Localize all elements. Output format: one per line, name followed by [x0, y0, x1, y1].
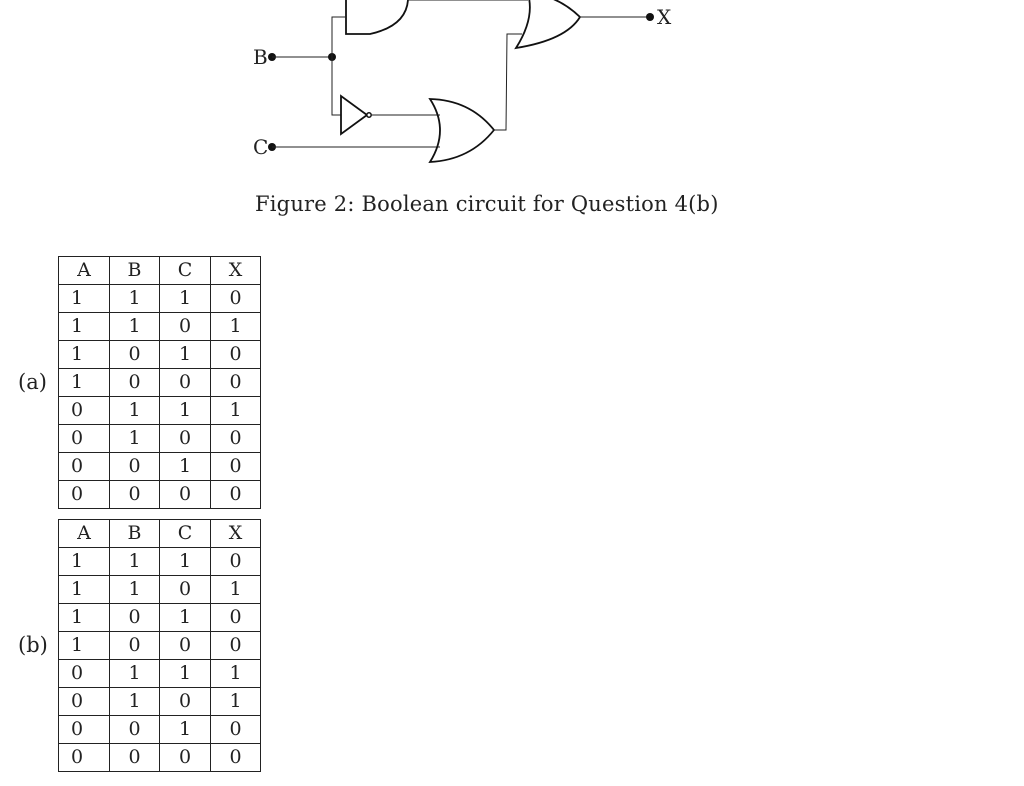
cell: 0: [160, 313, 211, 341]
table-row: [59, 453, 261, 481]
cell: 1: [59, 604, 110, 632]
cell: 0: [59, 716, 110, 744]
header-c: C: [160, 520, 211, 548]
header-a: A: [59, 520, 110, 548]
table-row: [59, 576, 261, 604]
table-row: [59, 688, 261, 716]
table-a-label: (a): [18, 370, 47, 394]
cell: 0: [160, 688, 211, 716]
cell: 0: [211, 632, 261, 660]
truth-table-b: [58, 519, 261, 772]
cell: 1: [160, 397, 211, 425]
cell: 0: [110, 453, 160, 481]
cell: 1: [160, 548, 211, 576]
cell: 1: [110, 660, 160, 688]
cell: 1: [160, 341, 211, 369]
cell: 1: [110, 688, 160, 716]
cell: 0: [160, 481, 211, 509]
cell: 1: [110, 313, 160, 341]
wire-b-to-not: [332, 57, 341, 115]
cell: 1: [160, 716, 211, 744]
and-gate: [346, 0, 408, 34]
input-c-label: C: [253, 135, 269, 159]
cell: 0: [59, 397, 110, 425]
table-row: [59, 369, 261, 397]
cell: 0: [160, 369, 211, 397]
cell: 0: [160, 744, 211, 772]
cell: 1: [59, 548, 110, 576]
table-header-row: [59, 257, 261, 285]
cell: 1: [110, 548, 160, 576]
cell: 0: [211, 716, 261, 744]
cell: 0: [110, 632, 160, 660]
cell: 0: [59, 481, 110, 509]
cell: 1: [110, 397, 160, 425]
table-row: [59, 548, 261, 576]
cell: 0: [110, 604, 160, 632]
table-row: [59, 425, 261, 453]
cell: 0: [160, 576, 211, 604]
cell: 1: [160, 453, 211, 481]
cell: 1: [211, 397, 261, 425]
cell: 0: [160, 425, 211, 453]
input-b-label: B: [253, 45, 268, 69]
header-x: X: [211, 257, 261, 285]
cell: 1: [59, 632, 110, 660]
cell: 1: [59, 341, 110, 369]
cell: 0: [110, 481, 160, 509]
header-c: C: [160, 257, 211, 285]
cell: 1: [211, 313, 261, 341]
cell: 1: [211, 688, 261, 716]
table-row: [59, 632, 261, 660]
table-row: [59, 313, 261, 341]
cell: 0: [211, 548, 261, 576]
table-row: [59, 604, 261, 632]
cell: 1: [110, 576, 160, 604]
cell: 0: [211, 341, 261, 369]
cell: 1: [211, 660, 261, 688]
table-row: [59, 744, 261, 772]
figure-caption: Figure 2: Boolean circuit for Question 4(b): [255, 192, 719, 216]
cell: 0: [211, 425, 261, 453]
header-a: A: [59, 257, 110, 285]
cell: 1: [160, 285, 211, 313]
cell: 0: [211, 369, 261, 397]
cell: 0: [160, 632, 211, 660]
header-b: B: [110, 257, 160, 285]
cell: 0: [110, 369, 160, 397]
cell: 0: [211, 481, 261, 509]
cell: 0: [110, 341, 160, 369]
cell: 1: [59, 576, 110, 604]
not-bubble: [367, 113, 371, 117]
cell: 1: [160, 660, 211, 688]
cell: 1: [211, 576, 261, 604]
or-gate: [430, 99, 494, 162]
table-header-row: [59, 520, 261, 548]
cell: 1: [59, 313, 110, 341]
output-x-label: X: [657, 5, 672, 29]
cell: 0: [211, 453, 261, 481]
cell: 0: [211, 285, 261, 313]
cell: 0: [59, 425, 110, 453]
table-row: [59, 716, 261, 744]
cell: 0: [59, 744, 110, 772]
table-row: [59, 481, 261, 509]
header-b: B: [110, 520, 160, 548]
cell: 1: [59, 285, 110, 313]
cell: 0: [59, 453, 110, 481]
cell: 0: [110, 716, 160, 744]
output-x-terminal: [646, 13, 654, 21]
wire-b-to-and: [332, 17, 346, 57]
table-row: [59, 341, 261, 369]
cell: 1: [110, 425, 160, 453]
cell: 1: [59, 369, 110, 397]
truth-table-a: [58, 256, 261, 509]
or-gate-output: [516, 0, 580, 48]
cell: 1: [160, 604, 211, 632]
cell: 0: [110, 744, 160, 772]
header-x: X: [211, 520, 261, 548]
cell: 0: [59, 660, 110, 688]
cell: 1: [110, 285, 160, 313]
cell: 0: [211, 604, 261, 632]
table-b-label: (b): [18, 633, 48, 657]
cell: 0: [211, 744, 261, 772]
table-row: [59, 285, 261, 313]
table-row: [59, 397, 261, 425]
cell: 0: [59, 688, 110, 716]
table-row: [59, 660, 261, 688]
not-gate: [341, 96, 367, 134]
